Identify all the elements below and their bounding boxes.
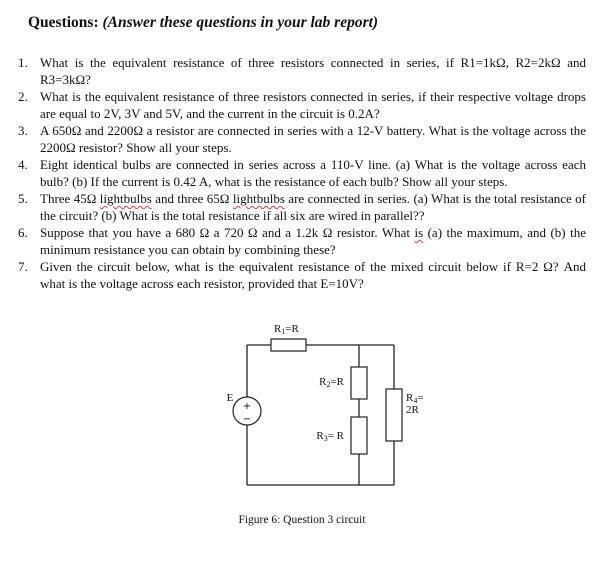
question-number: 4. xyxy=(18,157,28,172)
question-text: Three 45Ω lightbulbs and three 65Ω lightbulbs are connected in series. (a) What is the total resistance of the circuit? (b) What is the total resistance if all six are wired in parallel?? xyxy=(40,191,586,223)
figure-caption: Figure 6: Question 3 circuit xyxy=(238,514,366,526)
resistor-r4-box xyxy=(386,389,402,441)
battery-e-label: E xyxy=(226,392,234,404)
question-item xyxy=(18,258,586,292)
question-item xyxy=(18,156,586,190)
title-sub: (Answer these questions in your lab report) xyxy=(98,14,379,31)
resistor-r2-box xyxy=(351,367,367,399)
misspelled-word: lightbulbs xyxy=(99,191,152,206)
circuit-diagram xyxy=(218,320,428,500)
r1-label: R1=R xyxy=(274,323,299,336)
question-number: 7. xyxy=(18,259,28,274)
questions-list xyxy=(18,54,586,292)
title-main: Questions: xyxy=(28,14,99,31)
question-text: What is the equivalent resistance of three resistors connected in series, if R1=1kΩ, R2=2kΩ and R3=3kΩ? xyxy=(40,55,586,87)
question-number: 5. xyxy=(18,191,28,206)
r3-label: R3= R xyxy=(316,430,344,443)
question-item xyxy=(18,54,586,88)
question-item xyxy=(18,88,586,122)
question-number: 2. xyxy=(18,89,28,104)
misspelled-word: is xyxy=(414,225,424,240)
r2-label: R2=R xyxy=(319,376,344,389)
resistor-r1-box xyxy=(271,339,306,351)
question-number: 6. xyxy=(18,225,28,240)
question-item xyxy=(18,122,586,156)
circuit-figure xyxy=(18,320,586,500)
r4-label: R4= xyxy=(406,392,424,405)
question-item xyxy=(18,190,586,224)
question-text: A 650Ω and 2200Ω a resistor are connected in series with a 12-V battery. What is the voltage across the 2200Ω resistor? Show all your steps. xyxy=(40,123,586,155)
r4-value-label: 2R xyxy=(406,404,419,416)
battery-minus-sign: − xyxy=(242,414,252,425)
question-item xyxy=(18,224,586,258)
question-text: What is the equivalent resistance of three resistors connected in series, if their respective voltage drops are equal to 2V, 3V and 5V, and the current in the circuit is 0.2A? xyxy=(40,89,586,121)
question-text: Suppose that you have a 680 Ω a 720 Ω and a 1.2k Ω resistor. What is (a) the maximum, and (b) the minimum resistance you can obtain by combining these? xyxy=(40,225,586,257)
misspelled-word: lightbulbs xyxy=(232,191,285,206)
resistor-r3-box xyxy=(351,417,367,454)
page-title xyxy=(28,12,586,34)
question-text: Given the circuit below, what is the equivalent resistance of the mixed circuit below if R=2 Ω? And what is the voltage across each resistor, provided that E=10V? xyxy=(40,259,586,291)
question-text: Eight identical bulbs are connected in series across a 110-V line. (a) What is the voltage across each bulb? (b) If the current is 0.42 A, what is the resistance of each bulb? Show all your steps. xyxy=(40,157,586,189)
question-number: 1. xyxy=(18,55,28,70)
battery-plus-sign: + xyxy=(242,401,252,412)
question-number: 3. xyxy=(18,123,28,138)
